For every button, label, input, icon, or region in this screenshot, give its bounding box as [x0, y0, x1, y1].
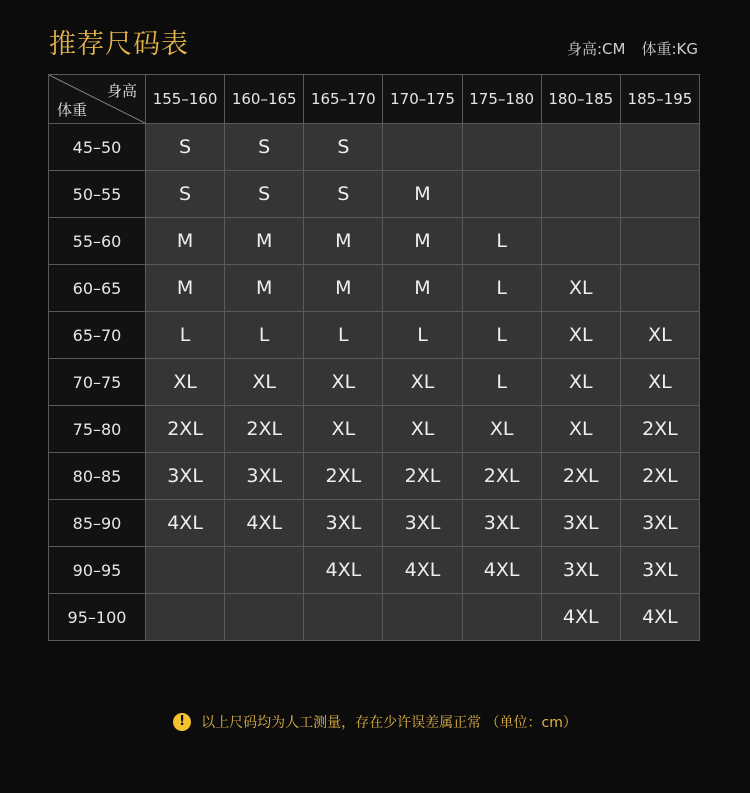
size-cell: 3XL — [383, 500, 462, 547]
table-header-row — [49, 75, 700, 124]
size-cell: 4XL — [225, 500, 304, 547]
size-cell: 3XL — [541, 547, 620, 594]
size-cell: XL — [304, 406, 383, 453]
weight-range-header: 95–100 — [49, 594, 146, 641]
table-row — [49, 312, 700, 359]
size-cell: 3XL — [225, 453, 304, 500]
table-row — [49, 218, 700, 265]
size-cell: L — [146, 312, 225, 359]
corner-height-label: 身高 — [106, 82, 137, 100]
size-cell: 3XL — [541, 500, 620, 547]
weight-range-header: 70–75 — [49, 359, 146, 406]
size-cell: M — [383, 171, 462, 218]
height-range-header: 165–170 — [304, 75, 383, 124]
size-cell: M — [225, 218, 304, 265]
size-cell: 2XL — [541, 453, 620, 500]
size-cell: XL — [383, 406, 462, 453]
size-cell: L — [462, 265, 541, 312]
size-cell: 3XL — [620, 547, 699, 594]
size-cell — [541, 124, 620, 171]
weight-range-header: 50–55 — [49, 171, 146, 218]
table-row — [49, 124, 700, 171]
height-range-header: 180–185 — [541, 75, 620, 124]
size-cell: XL — [146, 359, 225, 406]
size-cell: L — [225, 312, 304, 359]
units-legend — [567, 38, 698, 59]
size-cell: XL — [225, 359, 304, 406]
corner-weight-label: 体重 — [57, 101, 88, 119]
table-row — [49, 547, 700, 594]
size-cell: S — [146, 171, 225, 218]
weight-range-header: 80–85 — [49, 453, 146, 500]
size-cell — [620, 171, 699, 218]
corner-header-cell — [49, 75, 146, 124]
weight-range-header: 60–65 — [49, 265, 146, 312]
weight-range-header: 85–90 — [49, 500, 146, 547]
size-cell: XL — [541, 265, 620, 312]
size-cell — [462, 124, 541, 171]
height-range-header: 175–180 — [462, 75, 541, 124]
size-cell — [146, 547, 225, 594]
size-cell: 3XL — [620, 500, 699, 547]
size-cell: M — [383, 265, 462, 312]
size-cell — [620, 265, 699, 312]
size-cell — [383, 124, 462, 171]
height-range-header: 160–165 — [225, 75, 304, 124]
size-cell: XL — [541, 359, 620, 406]
size-cell: M — [225, 265, 304, 312]
size-cell: XL — [383, 359, 462, 406]
size-cell: XL — [541, 406, 620, 453]
size-cell: L — [462, 218, 541, 265]
table-row — [49, 171, 700, 218]
footnote — [0, 712, 750, 732]
size-cell: XL — [541, 312, 620, 359]
size-cell: 2XL — [462, 453, 541, 500]
height-unit-label: 身高:CM — [567, 40, 626, 58]
size-cell — [541, 218, 620, 265]
size-cell: 2XL — [225, 406, 304, 453]
size-cell: M — [304, 218, 383, 265]
size-cell: 4XL — [541, 594, 620, 641]
page-title: 推荐尺码表 — [49, 29, 189, 60]
table-row — [49, 265, 700, 312]
weight-range-header: 65–70 — [49, 312, 146, 359]
size-cell: M — [304, 265, 383, 312]
size-cell: 4XL — [146, 500, 225, 547]
size-cell — [620, 218, 699, 265]
size-cell — [620, 124, 699, 171]
size-cell — [541, 171, 620, 218]
size-cell: L — [383, 312, 462, 359]
size-cell: M — [383, 218, 462, 265]
table-row — [49, 594, 700, 641]
size-cell: 4XL — [383, 547, 462, 594]
size-cell: L — [462, 312, 541, 359]
size-cell: L — [462, 359, 541, 406]
size-cell: M — [146, 265, 225, 312]
size-cell: S — [304, 171, 383, 218]
size-cell: 2XL — [146, 406, 225, 453]
size-cell: XL — [620, 312, 699, 359]
size-cell: 2XL — [383, 453, 462, 500]
weight-unit-label: 体重:KG — [641, 40, 698, 58]
size-cell: XL — [462, 406, 541, 453]
size-cell — [225, 547, 304, 594]
weight-range-header: 90–95 — [49, 547, 146, 594]
size-cell: 3XL — [304, 500, 383, 547]
size-cell: M — [146, 218, 225, 265]
size-cell — [383, 594, 462, 641]
weight-range-header: 75–80 — [49, 406, 146, 453]
weight-range-header: 55–60 — [49, 218, 146, 265]
size-cell — [225, 594, 304, 641]
weight-range-header: 45–50 — [49, 124, 146, 171]
table-row — [49, 453, 700, 500]
table-row — [49, 406, 700, 453]
size-cell: 2XL — [304, 453, 383, 500]
size-cell: 4XL — [620, 594, 699, 641]
table-body — [49, 124, 700, 641]
size-cell: 2XL — [620, 406, 699, 453]
size-cell: XL — [304, 359, 383, 406]
size-cell — [462, 594, 541, 641]
size-cell: S — [225, 124, 304, 171]
height-range-header: 155–160 — [146, 75, 225, 124]
size-cell: XL — [620, 359, 699, 406]
warning-icon: ! — [173, 713, 191, 731]
size-cell: L — [304, 312, 383, 359]
size-cell — [462, 171, 541, 218]
footnote-text: 以上尺码均为人工测量，存在少许误差属正常 （单位：cm） — [201, 715, 577, 731]
size-cell: 4XL — [304, 547, 383, 594]
height-range-header: 185–195 — [620, 75, 699, 124]
size-cell: S — [225, 171, 304, 218]
size-cell — [304, 594, 383, 641]
size-cell: S — [304, 124, 383, 171]
size-cell: 4XL — [462, 547, 541, 594]
size-cell: 2XL — [620, 453, 699, 500]
table-row — [49, 500, 700, 547]
size-chart-table — [48, 74, 700, 641]
table-row — [49, 359, 700, 406]
size-cell: 3XL — [146, 453, 225, 500]
height-range-header: 170–175 — [383, 75, 462, 124]
size-cell: S — [146, 124, 225, 171]
size-cell — [146, 594, 225, 641]
size-cell: 3XL — [462, 500, 541, 547]
